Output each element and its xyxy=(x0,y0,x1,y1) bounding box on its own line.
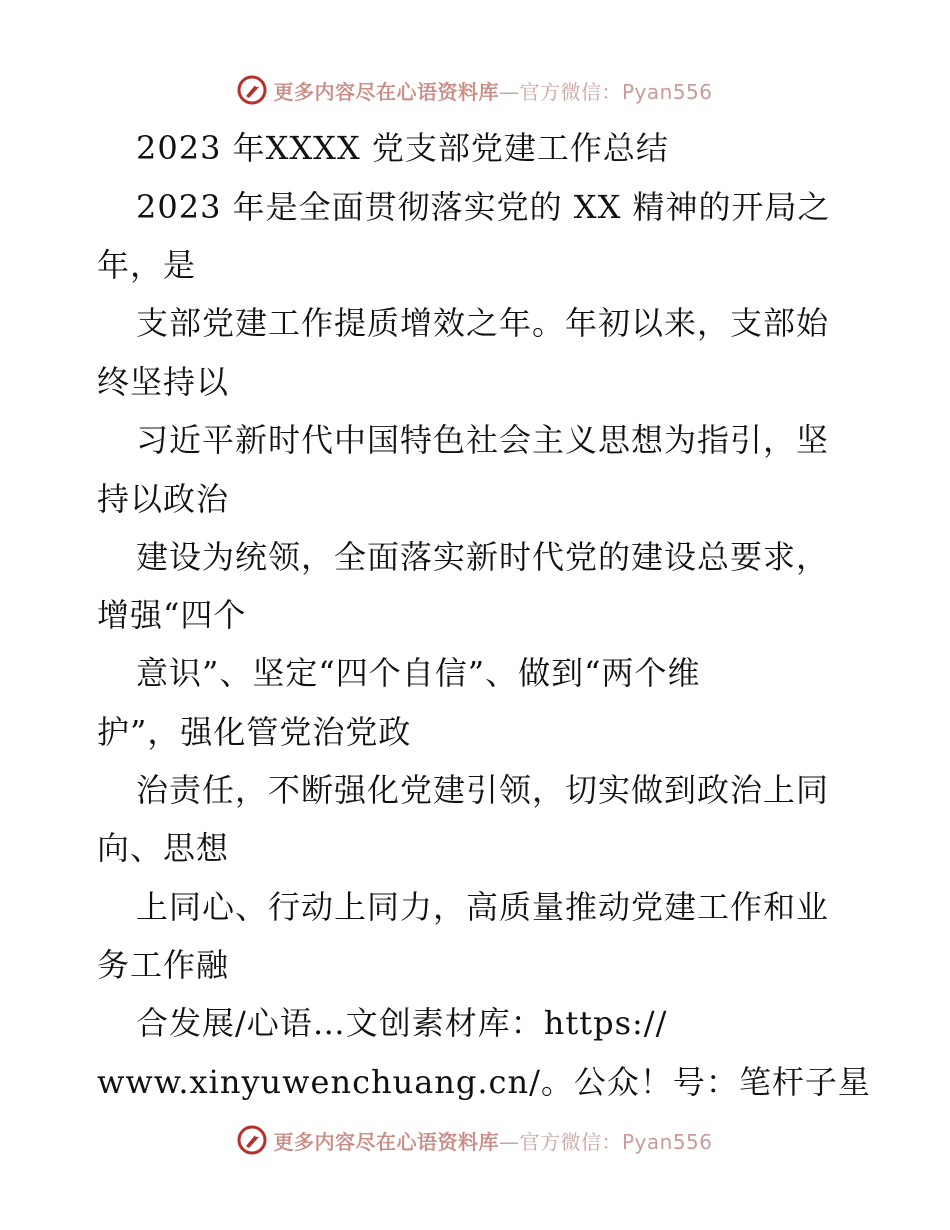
paragraph-line: 向、思想 xyxy=(97,829,230,867)
watermark-account: Pyan556 xyxy=(621,1129,713,1154)
pen-nib-logo-icon xyxy=(237,75,267,105)
paragraph-line: 护”，强化管党治党政 xyxy=(97,713,412,751)
watermark-text xyxy=(273,1126,712,1155)
watermark-dash: — xyxy=(498,79,520,104)
watermark-dash: — xyxy=(498,1129,520,1154)
paragraph-line: 务工作融 xyxy=(97,946,230,984)
paragraph-line: 习近平新时代中国特色社会主义思想为指引，坚 xyxy=(136,421,830,459)
paragraph-line: 上同心、行动上同力，高质量推动党建工作和业 xyxy=(136,888,830,926)
paragraph-line: 终坚持以 xyxy=(97,363,230,401)
watermark-brand: 更多内容尽在心语资料库 xyxy=(273,1129,499,1154)
paragraph-line: 支部党建工作提质增效之年。年初以来，支部始 xyxy=(136,304,830,342)
header-watermark xyxy=(0,70,950,110)
watermark-label: 官方微信： xyxy=(519,79,622,104)
paragraph-line: 建设为统领，全面落实新时代党的建设总要求， xyxy=(136,538,830,576)
watermark-brand: 更多内容尽在心语资料库 xyxy=(273,79,499,104)
paragraph-line: 治责任，不断强化党建引领，切实做到政治上同 xyxy=(136,771,830,809)
paragraph-line: 增强“四个 xyxy=(97,596,247,634)
document-title: 2023 年XXXX 党支部党建工作总结 xyxy=(136,129,669,167)
watermark-text xyxy=(273,76,712,105)
paragraph-line: 合发展/心语…文创素材库：https:// xyxy=(136,1004,668,1042)
paragraph-line: 持以政治 xyxy=(97,480,230,518)
paragraph-line: www.xinyuwenchuang.cn/。公众！号：笔杆子星 xyxy=(97,1063,871,1101)
paragraph-line: 2023 年是全面贯彻落实党的 XX 精神的开局之 xyxy=(136,188,831,226)
watermark-label: 官方微信： xyxy=(519,1129,622,1154)
watermark-account: Pyan556 xyxy=(621,79,713,104)
paragraph-line: 年，是 xyxy=(97,246,197,284)
pen-nib-logo-icon xyxy=(237,1125,267,1155)
paragraph-line: 意识”、坚定“四个自信”、做到“两个维 xyxy=(136,654,701,692)
footer-watermark xyxy=(0,1120,950,1160)
